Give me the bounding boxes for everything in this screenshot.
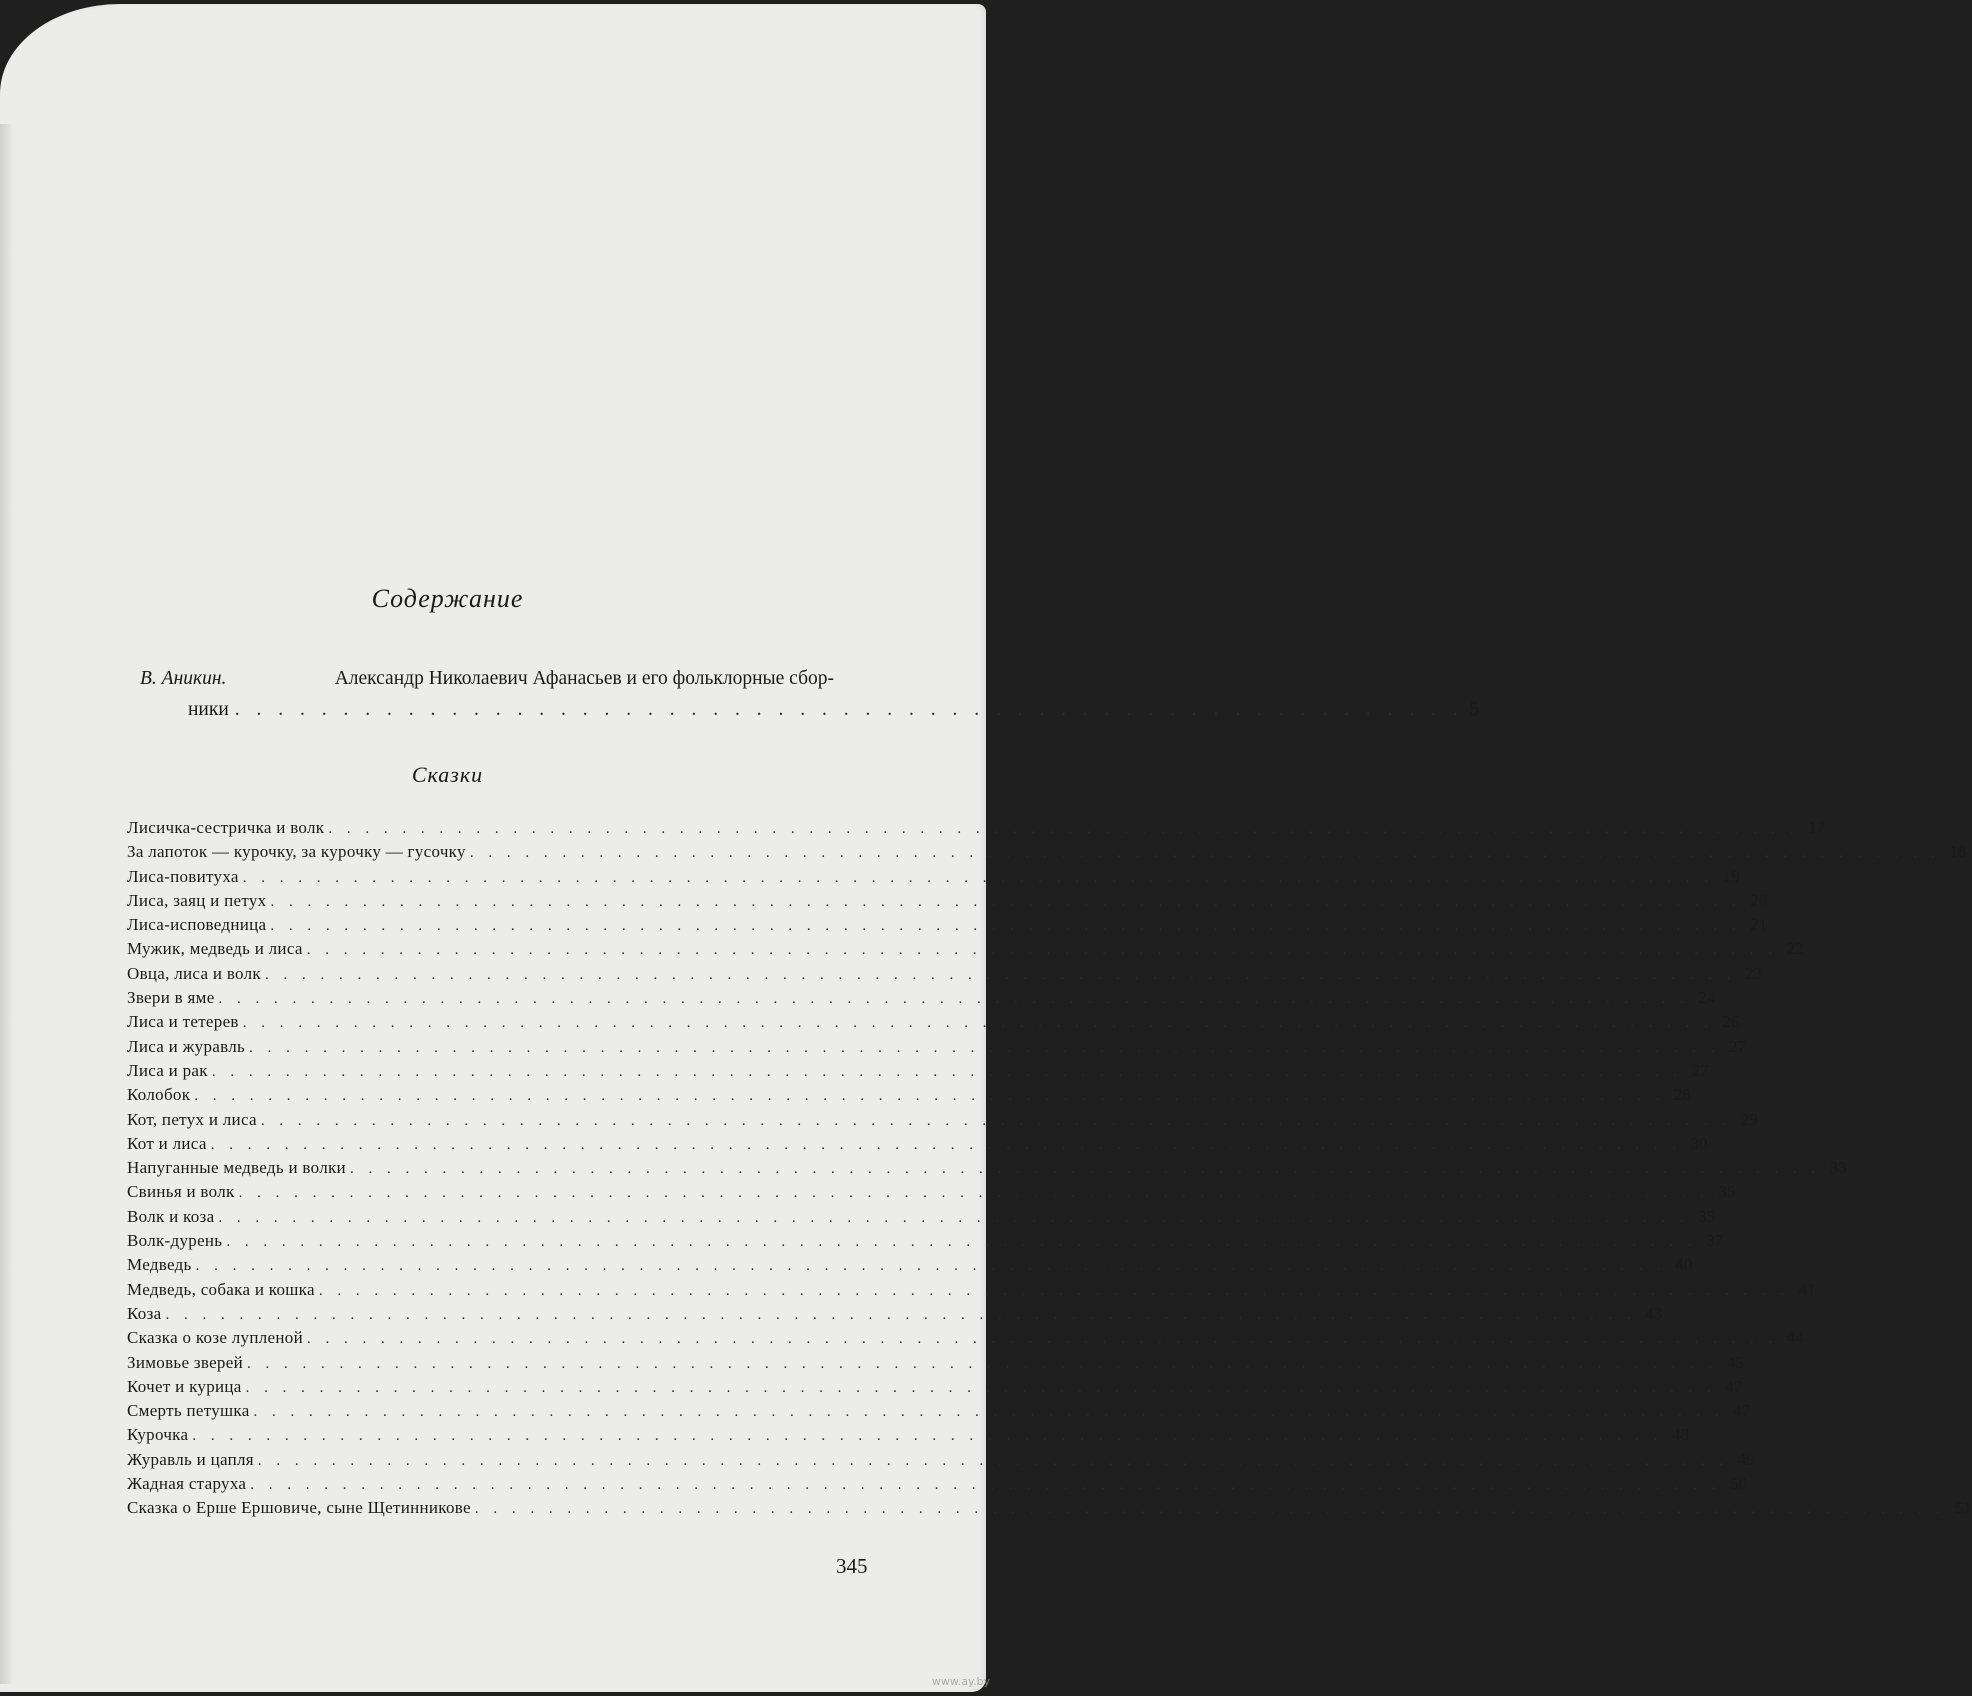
toc-entry — [127, 1423, 1690, 1447]
page-number: 345 — [836, 1554, 868, 1578]
toc-entry — [127, 937, 1804, 961]
intro-entry — [140, 663, 1480, 725]
toc-entry-title: Свинья и волк — [127, 1182, 235, 1202]
dot-leader: . . . . . . . . . . . . . . . . . . . . . . . . . . . . . . . . . . . . . . . . . . . . . . . . . . . . . . . . . . . . . . . . . . . . . . . . . . . . . . . . — [238, 1185, 1710, 1202]
toc-entry-title: Овца, лиса и волк — [127, 963, 261, 983]
toc-entry-title: Волк и коза — [127, 1206, 215, 1226]
toc-entry-page: 22 — [1786, 939, 1804, 959]
intro-page: 5 — [1469, 699, 1480, 720]
dot-leader: . . . . . . . . . . . . . . . . . . . . . . . . . . . . . . . . . . . . . . . . . . . . . . . . . . . . . . . . . . . . . . . . . . . . . . . . . . . . . . . . — [469, 845, 1941, 862]
toc-entry-page: 33 — [1829, 1158, 1847, 1178]
toc-entry — [127, 962, 1762, 986]
toc-entry — [127, 1229, 1724, 1253]
toc-entry — [127, 1399, 1751, 1423]
dot-leader: . . . . . . . . . . . . . . . . . . . . . . . . . . . . . . . . . . . . . . . . . . . . . . . . . . . . . . . . . — [234, 699, 1464, 720]
toc-entry — [127, 1180, 1736, 1204]
toc-entry-title: Волк-дурень — [127, 1231, 223, 1251]
toc-entry-title: Лиса и тетерев — [127, 1012, 239, 1032]
toc-entry-title: Коза — [127, 1303, 162, 1323]
toc-entry-page: 17 — [1808, 818, 1826, 837]
dot-leader: . . . . . . . . . . . . . . . . . . . . . . . . . . . . . . . . . . . . . . . . . . . . . . . . . . . . . . . . . . . . . . . . . . . . . . . . . . . . . . . . — [270, 893, 1742, 910]
toc-list — [127, 816, 1972, 1521]
toc-entry-title: Сказка о козе лупленой — [127, 1328, 303, 1348]
dot-leader: . . . . . . . . . . . . . . . . . . . . . . . . . . . . . . . . . . . . . . . . . . . . . . . . . . . . . . . . . . . . . . . . . . . . . . . . . . . . . . . . — [250, 1477, 1721, 1494]
toc-entry-title: Кот и лиса — [127, 1133, 207, 1153]
dot-leader: . . . . . . . . . . . . . . . . . . . . . . . . . . . . . . . . . . . . . . . . . . . . . . . . . . . . . . . . . . . . . . . . . . . . . . . . . . . . . . . . — [195, 1258, 1667, 1275]
toc-entry-title: Медведь — [127, 1255, 192, 1275]
toc-entry-page: 50 — [1730, 1474, 1747, 1494]
toc-entry — [127, 1035, 1746, 1059]
toc-entry — [127, 1108, 1758, 1132]
toc-entry-page: 43 — [1645, 1303, 1663, 1323]
dot-leader: . . . . . . . . . . . . . . . . . . . . . . . . . . . . . . . . . . . . . . . . . . . . . . . . . . . . . . . . . . . . . . . . . . . . . . . . . . . . . . . . — [218, 991, 1690, 1008]
toc-entry-page: 21 — [1750, 915, 1768, 935]
toc-entry — [127, 913, 1768, 937]
toc-entry-title: Смерть петушка — [127, 1401, 250, 1421]
dot-leader: . . . . . . . . . . . . . . . . . . . . . . . . . . . . . . . . . . . . . . . . . . . . . . . . . . . . . . . . . . . . . . . . . . . . . . . . . . . . . . . . — [218, 1209, 1690, 1226]
dot-leader: . . . . . . . . . . . . . . . . . . . . . . . . . . . . . . . . . . . . . . . . . . . . . . . . . . . . . . . . . . . . . . . . . . . . . . . . . . . . . . . . — [210, 1136, 1682, 1153]
toc-entry-page: 47 — [1725, 1376, 1743, 1396]
dot-leader: . . . . . . . . . . . . . . . . . . . . . . . . . . . . . . . . . . . . . . . . . . . . . . . . . . . . . . . . . . . . . . . . . . . . . . . . . . . . . . . . — [246, 1355, 1718, 1372]
toc-entry-page: 27 — [1691, 1060, 1709, 1080]
dot-leader: . . . . . . . . . . . . . . . . . . . . . . . . . . . . . . . . . . . . . . . . . . . . . . . . . . . . . . . . . . . . . . . . . . . . . . . . . . . . . . . . — [242, 1015, 1714, 1032]
toc-entry-page: 35 — [1698, 1206, 1716, 1226]
toc-entry — [127, 816, 1826, 840]
toc-entry-page: 41 — [1798, 1279, 1816, 1299]
toc-entry — [127, 865, 1740, 889]
dot-leader: . . . . . . . . . . . . . . . . . . . . . . . . . . . . . . . . . . . . . . . . . . . . . . . . . . . . . . . . . . . . . . . . . . . . . . . . . . . . . . . . — [306, 1331, 1778, 1348]
toc-entry-title: Лиса и рак — [127, 1060, 208, 1080]
dot-leader: . . . . . . . . . . . . . . . . . . . . . . . . . . . . . . . . . . . . . . . . . . . . . . . . . . . . . . . . . . . . . . . . . . . . . . . . . . . . . . . . — [264, 966, 1736, 983]
dot-leader: . . . . . . . . . . . . . . . . . . . . . . . . . . . . . . . . . . . . . . . . . . . . . . . . . . . . . . . . . . . . . . . . . . . . . . . . . . . . . . . . — [349, 1161, 1821, 1178]
page-edge-shadow — [0, 124, 14, 1684]
toc-entry — [127, 1448, 1755, 1472]
toc-entry-page: 23 — [1744, 963, 1762, 983]
toc-entry — [127, 889, 1768, 913]
toc-entry-page: 28 — [1674, 1085, 1692, 1105]
intro-title-line-2: ники — [188, 699, 229, 720]
dot-leader: . . . . . . . . . . . . . . . . . . . . . . . . . . . . . . . . . . . . . . . . . . . . . . . . . . . . . . . . . . . . . . . . . . . . . . . . . . . . . . . . — [245, 1379, 1717, 1396]
toc-entry-page: 37 — [1706, 1231, 1724, 1251]
toc-entry-page: 18 — [1949, 842, 1967, 862]
toc-entry-title: Колобок — [127, 1085, 191, 1105]
dot-leader: . . . . . . . . . . . . . . . . . . . . . . . . . . . . . . . . . . . . . . . . . . . . . . . . . . . . . . . . . . . . . . . . . . . . . . . . . . . . . . . . — [242, 869, 1714, 886]
toc-entry-title: Лисичка-сестричка и волк — [127, 818, 325, 837]
toc-entry — [127, 1205, 1716, 1229]
toc-entry — [127, 1156, 1847, 1180]
dot-leader: . . . . . . . . . . . . . . . . . . . . . . . . . . . . . . . . . . . . . . . . . . . . . . . . . . . . . . . . . . . . . . . . . . . . . . . . . . . . . . . . — [318, 1282, 1790, 1299]
toc-entry-title: Медведь, собака и кошка — [127, 1279, 315, 1299]
dot-leader: . . . . . . . . . . . . . . . . . . . . . . . . . . . . . . . . . . . . . . . . . . . . . . . . . . . . . . . . . . . . . . . . . . . . . . . . . . . . . . . . — [194, 1088, 1666, 1105]
toc-entry — [127, 1278, 1816, 1302]
toc-entry — [127, 1302, 1663, 1326]
dot-leader: . . . . . . . . . . . . . . . . . . . . . . . . . . . . . . . . . . . . . . . . . . . . . . . . . . . . . . . . . . . . . . . . . . . . . . . . . . . . . . . . — [192, 1428, 1664, 1445]
watermark: www.ay.by — [931, 1675, 990, 1688]
toc-entry — [127, 1253, 1693, 1277]
toc-entry — [127, 1496, 1972, 1520]
toc-entry — [127, 1326, 1804, 1350]
toc-entry-title: Кот, петух и лиса — [127, 1109, 257, 1129]
toc-entry — [127, 1375, 1743, 1399]
toc-entry-title: Зимовье зверей — [127, 1352, 243, 1372]
intro-author: В. Аникин. — [140, 668, 227, 689]
toc-entry-page: 44 — [1786, 1328, 1804, 1348]
toc-entry — [127, 1083, 1692, 1107]
dot-leader: . . . . . . . . . . . . . . . . . . . . . . . . . . . . . . . . . . . . . . . . . . . . . . . . . . . . . . . . . . . . . . . . . . . . . . . . . . . . . . . . — [165, 1306, 1637, 1323]
dot-leader: . . . . . . . . . . . . . . . . . . . . . . . . . . . . . . . . . . . . . . . . . . . . . . . . . . . . . . . . . . . . . . . . . . . . . . . . . . . . . . . . — [328, 821, 1800, 837]
toc-entry-page: 26 — [1722, 1012, 1740, 1032]
toc-entry — [127, 986, 1716, 1010]
dot-leader: . . . . . . . . . . . . . . . . . . . . . . . . . . . . . . . . . . . . . . . . . . . . . . . . . . . . . . . . . . . . . . . . . . . . . . . . . . . . . . . . — [211, 1063, 1683, 1080]
toc-entry-page: 40 — [1675, 1255, 1693, 1275]
dot-leader: . . . . . . . . . . . . . . . . . . . . . . . . . . . . . . . . . . . . . . . . . . . . . . . . . . . . . . . . . . . . . . . . . . . . . . . . . . . . . . . . — [474, 1501, 1946, 1518]
toc-entry-title: Лиса и журавль — [127, 1036, 246, 1056]
toc-entry — [127, 1010, 1740, 1034]
toc-entry-page: 19 — [1722, 866, 1740, 886]
dot-leader: . . . . . . . . . . . . . . . . . . . . . . . . . . . . . . . . . . . . . . . . . . . . . . . . . . . . . . . . . . . . . . . . . . . . . . . . . . . . . . . . — [249, 1039, 1720, 1056]
toc-entry-page: 20 — [1750, 890, 1768, 910]
toc-entry-title: Курочка — [127, 1425, 189, 1445]
toc-entry-page: 47 — [1733, 1401, 1751, 1421]
toc-entry-page: 30 — [1690, 1133, 1708, 1153]
dot-leader: . . . . . . . . . . . . . . . . . . . . . . . . . . . . . . . . . . . . . . . . . . . . . . . . . . . . . . . . . . . . . . . . . . . . . . . . . . . . . . . . — [257, 1452, 1729, 1469]
toc-entry-page: 49 — [1737, 1449, 1755, 1469]
toc-entry-page: 51 — [1954, 1498, 1972, 1518]
toc-entry — [127, 1059, 1709, 1083]
toc-entry-title: За лапоток — курочку, за курочку — гусочку — [127, 842, 466, 862]
toc-entry-title: Напуганные медведь и волки — [127, 1158, 346, 1178]
section-title: Сказки — [411, 762, 484, 787]
toc-entry-page: 27 — [1728, 1036, 1746, 1056]
intro-line-1 — [140, 663, 834, 694]
toc-entry — [127, 1472, 1747, 1496]
toc-entry — [127, 1132, 1708, 1156]
intro-line-2 — [140, 694, 1480, 725]
toc-entry — [127, 1351, 1744, 1375]
toc-entry-title: Мужик, медведь и лиса — [127, 939, 303, 959]
toc-entry-page: 24 — [1698, 988, 1716, 1008]
toc-entry-page: 29 — [1740, 1109, 1758, 1129]
dot-leader: . . . . . . . . . . . . . . . . . . . . . . . . . . . . . . . . . . . . . . . . . . . . . . . . . . . . . . . . . . . . . . . . . . . . . . . . . . . . . . . . — [253, 1404, 1725, 1421]
toc-entry-title: Сказка о Ерше Ершовиче, сыне Щетинникове — [127, 1498, 471, 1518]
toc-entry-title: Лиса, заяц и петух — [127, 890, 267, 910]
toc-entry-title: Кочет и курица — [127, 1376, 242, 1396]
toc-entry-title: Лиса-исповедница — [127, 915, 267, 935]
toc-entry-title: Лиса-повитуха — [127, 866, 239, 886]
dot-leader: . . . . . . . . . . . . . . . . . . . . . . . . . . . . . . . . . . . . . . . . . . . . . . . . . . . . . . . . . . . . . . . . . . . . . . . . . . . . . . . . — [270, 918, 1742, 935]
toc-entry-title: Журавль и цапля — [127, 1449, 254, 1469]
page-heading: Содержание — [371, 584, 524, 613]
toc-entry-title: Жадная старуха — [127, 1474, 247, 1494]
toc-entry-title: Звери в яме — [127, 988, 215, 1008]
intro-title-line-1: Александр Николаевич Афанасьев и его фольклорные сбор- — [334, 668, 834, 689]
toc-entry — [127, 840, 1967, 864]
toc-entry-page: 48 — [1672, 1425, 1690, 1445]
toc-entry-page: 35 — [1718, 1182, 1736, 1202]
dot-leader: . . . . . . . . . . . . . . . . . . . . . . . . . . . . . . . . . . . . . . . . . . . . . . . . . . . . . . . . . . . . . . . . . . . . . . . . . . . . . . . . — [226, 1234, 1698, 1251]
toc-entry-page: 45 — [1726, 1352, 1744, 1372]
dot-leader: . . . . . . . . . . . . . . . . . . . . . . . . . . . . . . . . . . . . . . . . . . . . . . . . . . . . . . . . . . . . . . . . . . . . . . . . . . . . . . . . — [260, 1112, 1732, 1129]
dot-leader: . . . . . . . . . . . . . . . . . . . . . . . . . . . . . . . . . . . . . . . . . . . . . . . . . . . . . . . . . . . . . . . . . . . . . . . . . . . . . . . . — [306, 942, 1778, 959]
